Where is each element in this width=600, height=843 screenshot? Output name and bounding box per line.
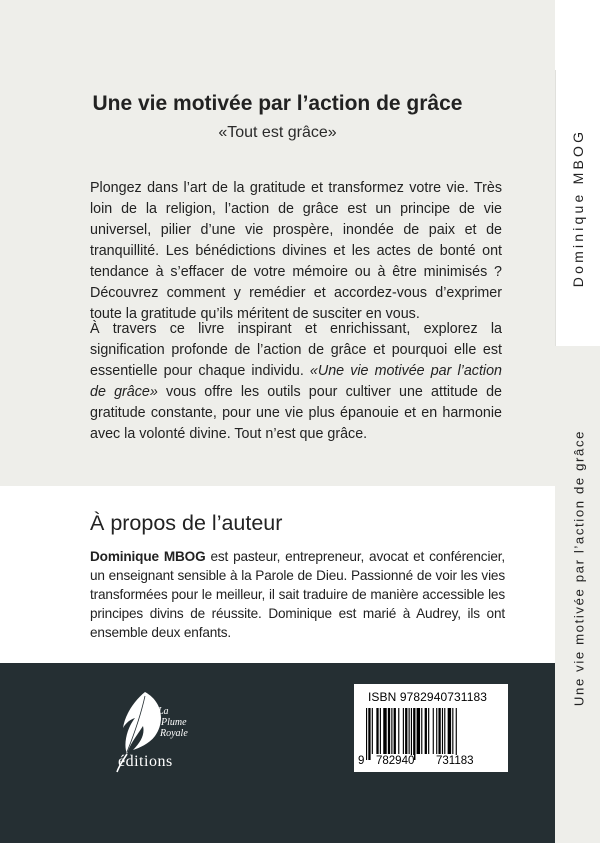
- blurb-p2-text-end: vous offre les outils pour cultiver une attitude de gratitude constante, pour une vie plus épanouie et en harmonie avec la volonté divine. Tout n’est que grâce.: [90, 384, 502, 442]
- barcode-digits-left: 782940: [376, 755, 415, 767]
- logo-editions: éditions: [118, 753, 173, 770]
- spine-author: Dominique MBOG: [570, 128, 586, 288]
- book-subtitle: «Tout est grâce»: [218, 124, 337, 141]
- blurb-paragraph-1: Plongez dans l’art de la gratitude et transformez votre vie. Très loin de la religion, l’action de grâce est un principe de vie universel, pilier d’une vie prospère, inondée de paix et de tranquillité. Les bénédictions divines et les actes de bonté ont tendance à s’effacer de votre mémoire ou à être minimisés ? Découvrez comment y remédier et accordez-vous d’exprimer toute la gratitude qu’ils méritent de susciter en vous.: [90, 180, 502, 322]
- logo-text-plume: Plume: [161, 717, 187, 728]
- isbn-label: ISBN 9782940731183: [368, 690, 488, 704]
- logo-text-royale: Royale: [160, 728, 188, 739]
- barcode-block: [354, 684, 508, 772]
- spine-top-edge: [555, 0, 600, 70]
- barcode-digit-first: 9: [358, 755, 365, 767]
- author-name: Dominique MBOG: [90, 549, 206, 564]
- logo-text-la: La: [158, 706, 169, 717]
- barcode-icon: [366, 708, 500, 760]
- blurb-p2-text-start: À travers ce livre inspirant et enrichissant, explorez la signification profonde de l’action de grâce et pourquoi elle est essentielle pour chaque individu.: [90, 321, 502, 379]
- about-text: [90, 547, 505, 642]
- blurb-paragraph-2: [90, 319, 502, 445]
- about-heading: À propos de l’auteur: [90, 511, 283, 535]
- spine-title: Une vie motivée par l’action de grâce: [571, 429, 587, 707]
- blurb-p2-book-title: «Une vie motivée par l’action de grâce»: [90, 363, 502, 400]
- barcode-digits-right: 731183: [436, 755, 474, 767]
- book-title: Une vie motivée par l’action de grâce: [92, 92, 463, 115]
- author-bio: est pasteur, entrepreneur, avocat et conférencier, un enseignant sensible à la Parole de Dieu. Passionné de voir les vies transformées pour le meilleur, il sait traduire de manière accessible les principes divins de réussite. Dominique est marié à Audrey, ils ont ensemble deux enfants.: [90, 549, 505, 640]
